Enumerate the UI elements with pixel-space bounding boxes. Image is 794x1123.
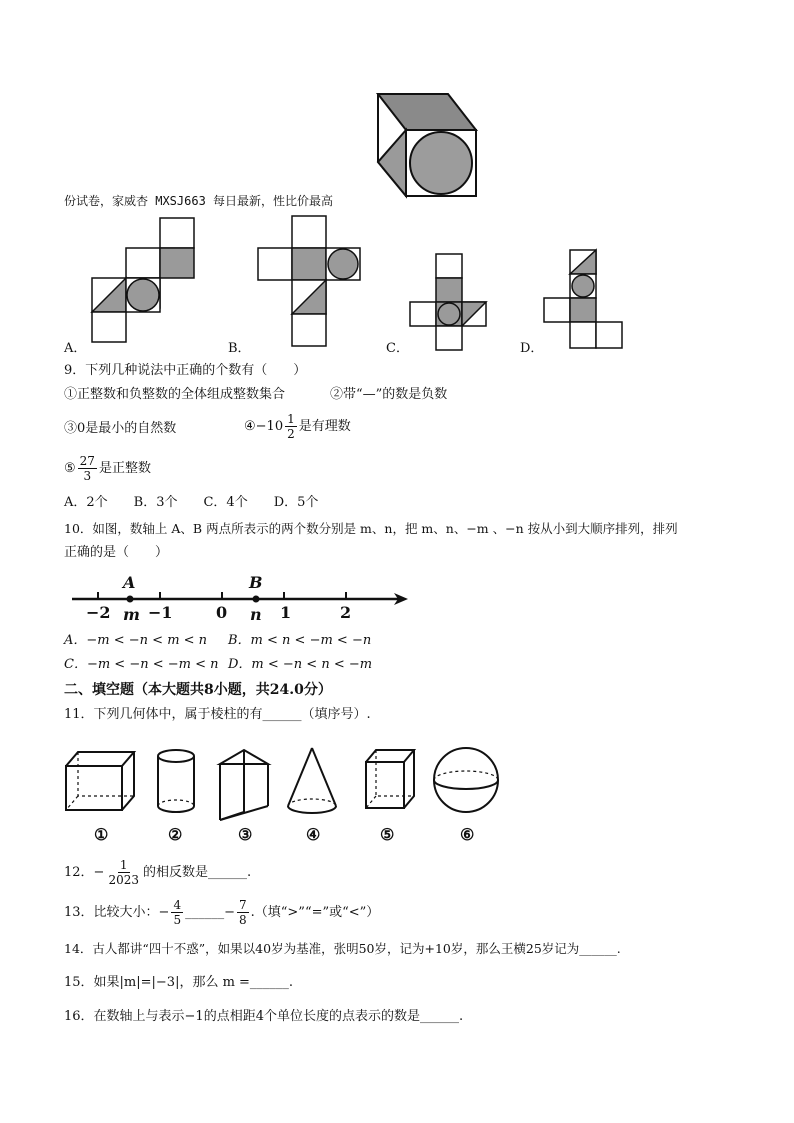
solid-cylinder — [158, 750, 194, 812]
q13-suffix: .（填“>”“=”或“<”） — [250, 905, 380, 920]
tick-minus2: −2 — [86, 603, 111, 622]
tick-0: 0 — [216, 603, 228, 622]
q9-options: A．2个 B．3个 C．4个 D．5个 — [64, 495, 319, 510]
q9-statement-1: ①正整数和负整数的全体组成整数集合 — [64, 387, 286, 402]
q9-s4-fraction — [285, 412, 297, 441]
tick-1: 1 — [280, 603, 292, 622]
q13-num-1: 4 — [173, 898, 182, 912]
tick-minus1: −1 — [148, 603, 173, 622]
solid-cone — [288, 748, 336, 813]
q15: 15．如果|m|=|−3|，那么 m =______. — [64, 975, 294, 990]
solids-figure — [64, 740, 504, 850]
q12-fraction — [106, 858, 141, 887]
q9-s5-fraction — [78, 454, 97, 483]
q9-statement-3: ③0是最小的自然数 — [64, 421, 177, 436]
q10-option-c: C．−m < −n < −m < n — [64, 657, 219, 672]
point-a-label: A — [123, 573, 136, 592]
net-a — [92, 218, 196, 344]
var-m-label: m — [123, 605, 140, 624]
solid-label-4: ④ — [306, 825, 321, 844]
q12-den: 2023 — [108, 873, 139, 887]
solid-sphere — [434, 748, 498, 812]
q12-prefix: 12．− — [64, 865, 105, 880]
q11-stem: 11．下列几何体中，属于棱柱的有______（填序号）. — [64, 707, 371, 722]
q10-option-b: B．m < n < −m < −n — [228, 633, 372, 648]
net-b — [258, 216, 362, 348]
q12-num: 1 — [119, 858, 128, 872]
section-2-title: 二、填空题（本大题共8小题，共24.0分） — [64, 682, 332, 698]
cube-figure — [376, 92, 478, 198]
net-d — [544, 250, 624, 350]
q13-den-1: 5 — [173, 913, 182, 927]
solid-triangular-prism — [220, 750, 268, 820]
solid-label-5: ⑤ — [380, 825, 395, 844]
q9-s4-den: 2 — [287, 427, 295, 441]
q9-s5-den: 3 — [83, 469, 92, 483]
q8-option-b: B． — [228, 341, 251, 356]
q13-fraction-1 — [171, 898, 183, 927]
q13-num-2: 7 — [238, 898, 247, 912]
q13 — [64, 898, 379, 927]
q9-s4-suffix: 是有理数 — [298, 419, 351, 434]
solid-label-2: ② — [168, 825, 183, 844]
tick-2: 2 — [340, 603, 352, 622]
q8-option-c: C． — [386, 341, 409, 356]
net-c — [410, 254, 488, 352]
q9-statement-5 — [64, 454, 151, 483]
watermark-line: 份试卷，家威杏 MXSJ663 每日最新，性比价最高 — [64, 194, 334, 208]
solid-label-3: ③ — [238, 825, 253, 844]
solid-label-6: ⑥ — [460, 825, 475, 844]
q9-statement-2: ②带“—”的数是负数 — [330, 387, 448, 402]
q10-option-d: D．m < −n < n < −m — [228, 657, 373, 672]
q10-stem-line2: 正确的是（ ） — [64, 545, 169, 560]
q13-fraction-2 — [237, 898, 249, 927]
point-b-label: B — [249, 573, 263, 592]
solid-label-1: ① — [94, 825, 109, 844]
q12-suffix: 的相反数是______. — [142, 865, 252, 880]
q9-s4-prefix: ④−10 — [244, 419, 284, 434]
q13-mid: ______− — [185, 905, 235, 920]
solid-cuboid — [66, 752, 134, 810]
q13-prefix: 13．比较大小：− — [64, 905, 170, 920]
q8-option-d: D． — [520, 341, 544, 356]
q16: 16．在数轴上与表示−1的点相距4个单位长度的点表示的数是______. — [64, 1009, 464, 1024]
q9-s5-num: 27 — [79, 454, 95, 468]
q9-statement-4 — [244, 412, 351, 441]
q10-stem-line1: 10．如图，数轴上 A、B 两点所表示的两个数分别是 m、n，把 m、n、−m 、−n 按从小到大顺序排列，排列 — [64, 521, 678, 536]
q9-s5-prefix: ⑤ — [64, 461, 76, 476]
number-line — [64, 568, 414, 624]
q8-option-a: A． — [64, 341, 87, 356]
q12 — [64, 858, 251, 887]
q9-s4-num: 1 — [287, 412, 295, 426]
q9-stem: 9．下列几种说法中正确的个数有（ ） — [64, 363, 307, 378]
q10-option-a: A．−m < −n < m < n — [64, 633, 208, 648]
solid-cube — [366, 750, 414, 808]
q14: 14．古人都讲“四十不惑”，如果以40岁为基准，张明50岁，记为+10岁，那么王横25岁记为______. — [64, 941, 621, 956]
q9-s5-suffix: 是正整数 — [98, 461, 151, 476]
var-n-label: n — [250, 605, 262, 624]
q13-den-2: 8 — [238, 913, 247, 927]
